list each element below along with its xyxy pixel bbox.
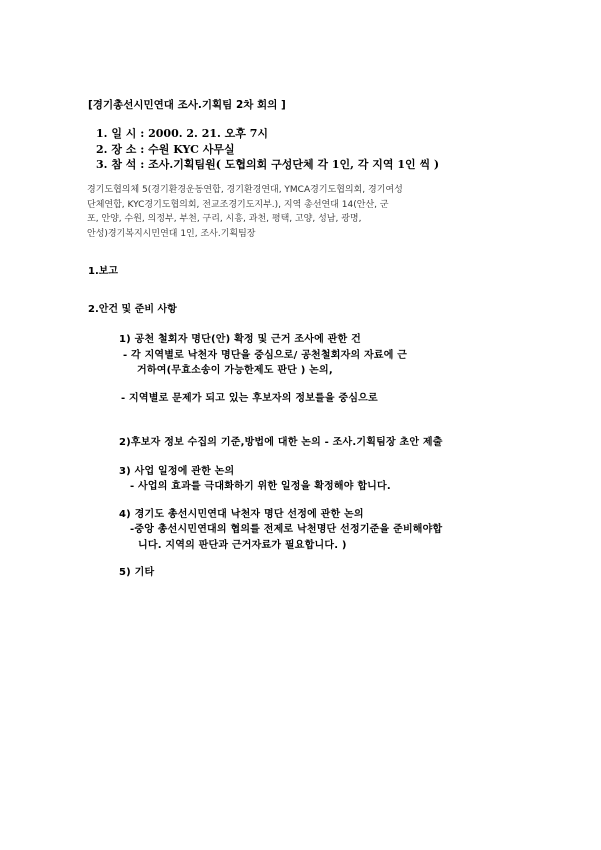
participants-list	[87, 183, 517, 241]
agenda-item-4-bullet: -중앙 총선시민연대의 협의를 전제로 낙천명단 선정기준을 준비해야합	[130, 524, 443, 535]
agenda-item-1-bullet-cont: 거하여(무효소송이 가능한제도 판단 ) 논의,	[137, 365, 333, 376]
participants-line	[87, 198, 517, 213]
meeting-place: 2. 장 소 : 수원 KYC 사무실	[96, 142, 235, 156]
participants-line	[87, 227, 517, 242]
meeting-info	[96, 126, 439, 173]
agenda-item-1-bullet-2: - 지역별로 문제가 되고 있는 후보자의 정보를을 중심으로	[121, 393, 378, 404]
section-agenda: 2.안건 및 준비 사항	[88, 304, 177, 315]
participants-line	[87, 212, 517, 227]
agenda-item-1-bullet: - 각 지역별로 낙천자 명단을 중심으로/ 공천철회자의 자료에 근	[123, 350, 408, 361]
participants-line	[87, 183, 517, 198]
agenda-item-2: 2)후보자 정보 수집의 기준,방법에 대한 논의 - 조사.기획팀장 초안 제출	[119, 437, 443, 448]
agenda-item-3: 3) 사업 일정에 관한 논의	[119, 466, 235, 477]
meeting-date: 1. 일 시 : 2000. 2. 21. 오후 7시	[96, 127, 269, 140]
participants-text: 단체연합, KYC경기도협의회, 전교조경기도지부.), 지역 총선연대 14(안산, 군	[87, 199, 389, 210]
participants-text: 경기도협의체 5(경기환경운동연합, 경기환경연대, YMCA경기도협의회, 경기여성	[87, 185, 403, 195]
agenda-item-4: 4) 경기도 총선시민연대 낙천자 명단 선정에 관한 논의	[119, 509, 364, 520]
agenda-item-4-bullet-cont: 니다. 지역의 판단과 근거자료가 필요합니다. )	[138, 540, 347, 551]
participants-text: 포, 안양, 수원, 의정부, 부천, 구리, 시흥, 과천, 평택, 고양, 성남, 광명,	[87, 214, 362, 224]
meeting-title: [경기총선시민연대 조사.기획팀 2차 회의 ]	[88, 99, 286, 111]
meeting-attendees: 3. 참 석 : 조사.기획팀원( 도협의회 구성단체 각 1인, 각 지역 1인 씩 )	[96, 158, 440, 171]
section-report: 1.보고	[88, 266, 119, 277]
participants-text: 안성)경기복지시민연대 1인, 조사.기획팀장	[87, 228, 256, 239]
agenda-item-1: 1) 공천 철회자 명단(안) 확정 및 근거 조사에 관한 건	[119, 334, 361, 345]
agenda-item-3-bullet: - 사업의 효과를 극대화하기 위한 일정을 확정해야 합니다.	[130, 481, 391, 492]
agenda-item-5: 5) 기타	[119, 567, 155, 578]
